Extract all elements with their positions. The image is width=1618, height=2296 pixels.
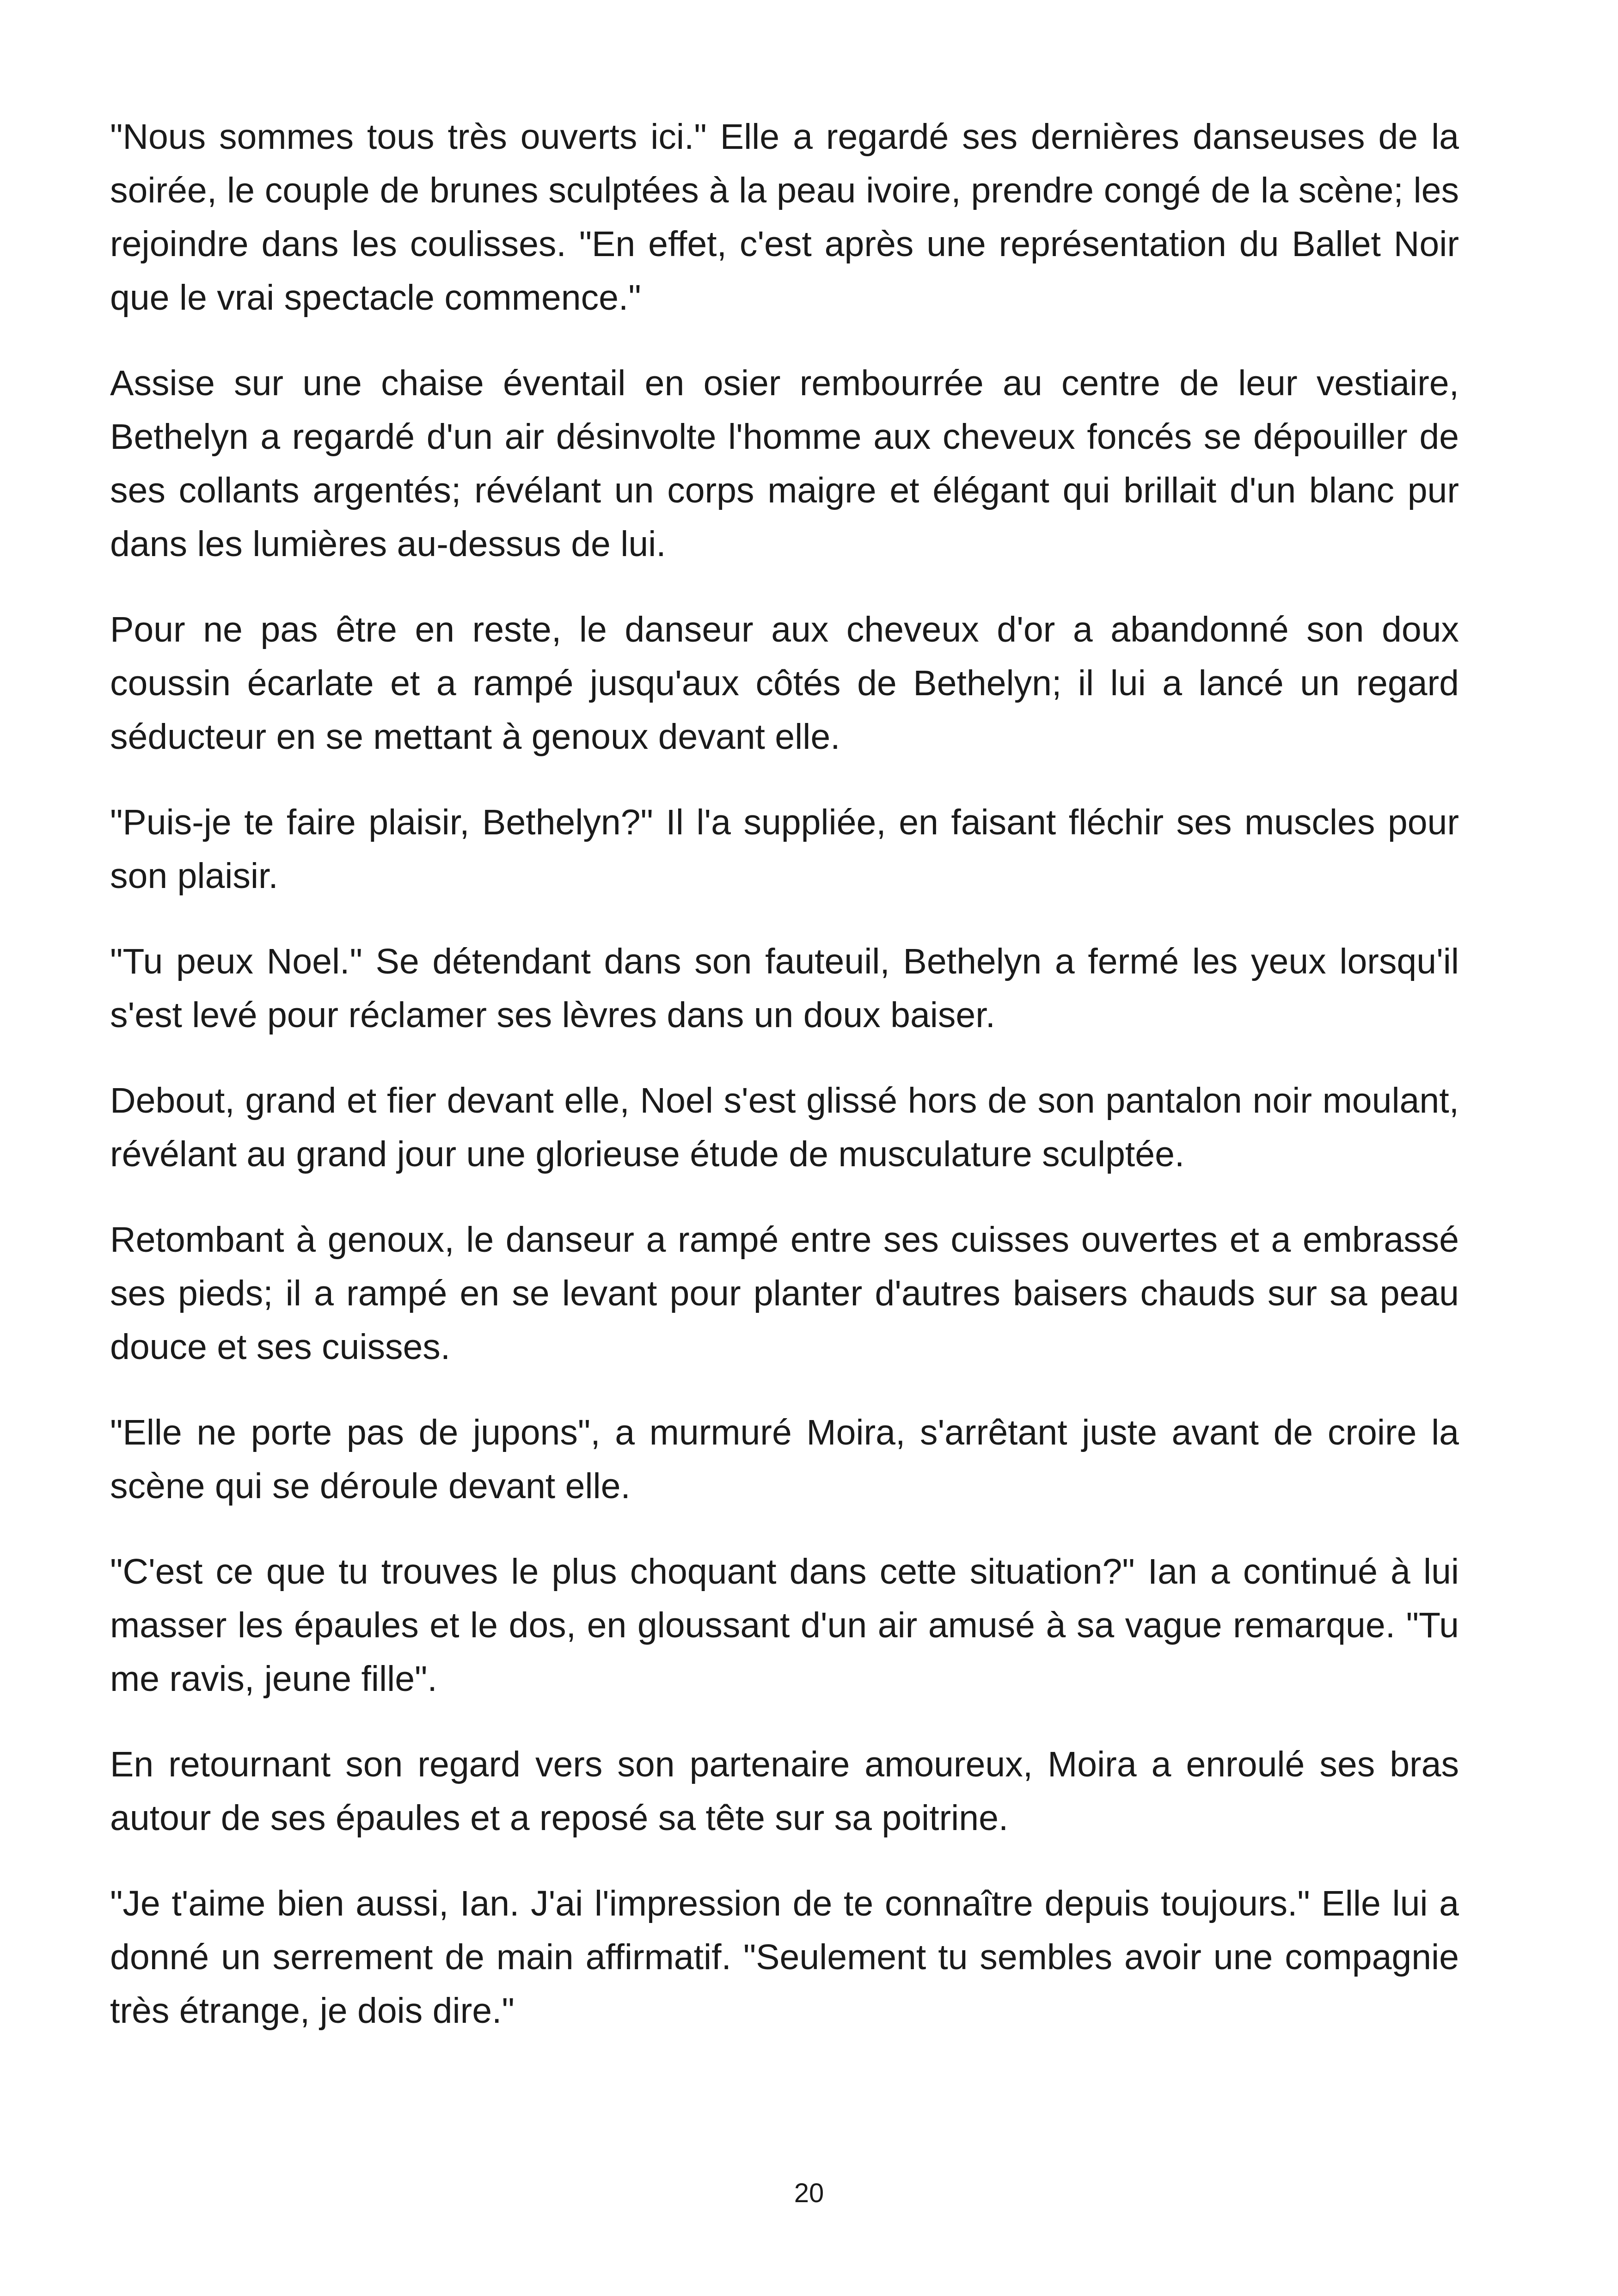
page-number: 20: [794, 2178, 824, 2208]
paragraph-2: Assise sur une chaise éventail en osier rembourrée au centre de leur vestiaire, Bethelyn a regardé d'un air désinvolte l'homme aux cheveux foncés se dépouiller de ses collants argentés; révélant un corps maigre et élégant qui brillait d'un blanc pur dans les lumières au-dessus de lui.: [110, 363, 1459, 564]
paragraph-10: En retournant son regard vers son partenaire amoureux, Moira a enroulé ses bras autour de ses épaules et a reposé sa tête sur sa poitrine.: [110, 1745, 1459, 1838]
paragraph-3: Pour ne pas être en reste, le danseur aux cheveux d'or a abandonné son doux coussin écarlate et a rampé jusqu'aux côtés de Bethelyn; il lui a lancé un regard séducteur en se mettant à genoux devant elle.: [110, 610, 1459, 757]
paragraph-1: "Nous sommes tous très ouverts ici." Elle a regardé ses dernières danseuses de la soirée, le couple de brunes sculptées à la peau ivoire, prendre congé de la scène; les rejoindre dans les coulisses. "En effet, c'est après une représentation du Ballet Noir que le vrai spectacle commence.": [110, 117, 1459, 318]
paragraph-11: "Je t'aime bien aussi, Ian. J'ai l'impression de te connaître depuis toujours." Elle lui a donné un serrement de main affirmatif. "Seulement tu sembles avoir une compagnie très étrange, je dois dire.": [110, 1884, 1459, 2031]
paragraph-6: Debout, grand et fier devant elle, Noel s'est glissé hors de son pantalon noir moulant, révélant au grand jour une glorieuse étude de musculature sculptée.: [110, 1081, 1459, 1174]
paragraph-4: "Puis-je te faire plaisir, Bethelyn?" Il l'a suppliée, en faisant fléchir ses muscles pour son plaisir.: [110, 802, 1459, 896]
paragraph-5: "Tu peux Noel." Se détendant dans son fauteuil, Bethelyn a fermé les yeux lorsqu'il s'est levé pour réclamer ses lèvres dans un doux baiser.: [110, 942, 1459, 1035]
paragraph-9: "C'est ce que tu trouves le plus choquant dans cette situation?" Ian a continué à lui masser les épaules et le dos, en gloussant d'un air amusé à sa vague remarque. "Tu me ravis, jeune fille".: [110, 1552, 1459, 1699]
paragraph-8: "Elle ne porte pas de jupons", a murmuré Moira, s'arrêtant juste avant de croire la scène qui se déroule devant elle.: [110, 1413, 1459, 1506]
page-body: [110, 110, 1459, 2069]
paragraph-7: Retombant à genoux, le danseur a rampé entre ses cuisses ouvertes et a embrassé ses pieds; il a rampé en se levant pour planter d'autres baisers chauds sur sa peau douce et ses cuisses.: [110, 1220, 1459, 1367]
